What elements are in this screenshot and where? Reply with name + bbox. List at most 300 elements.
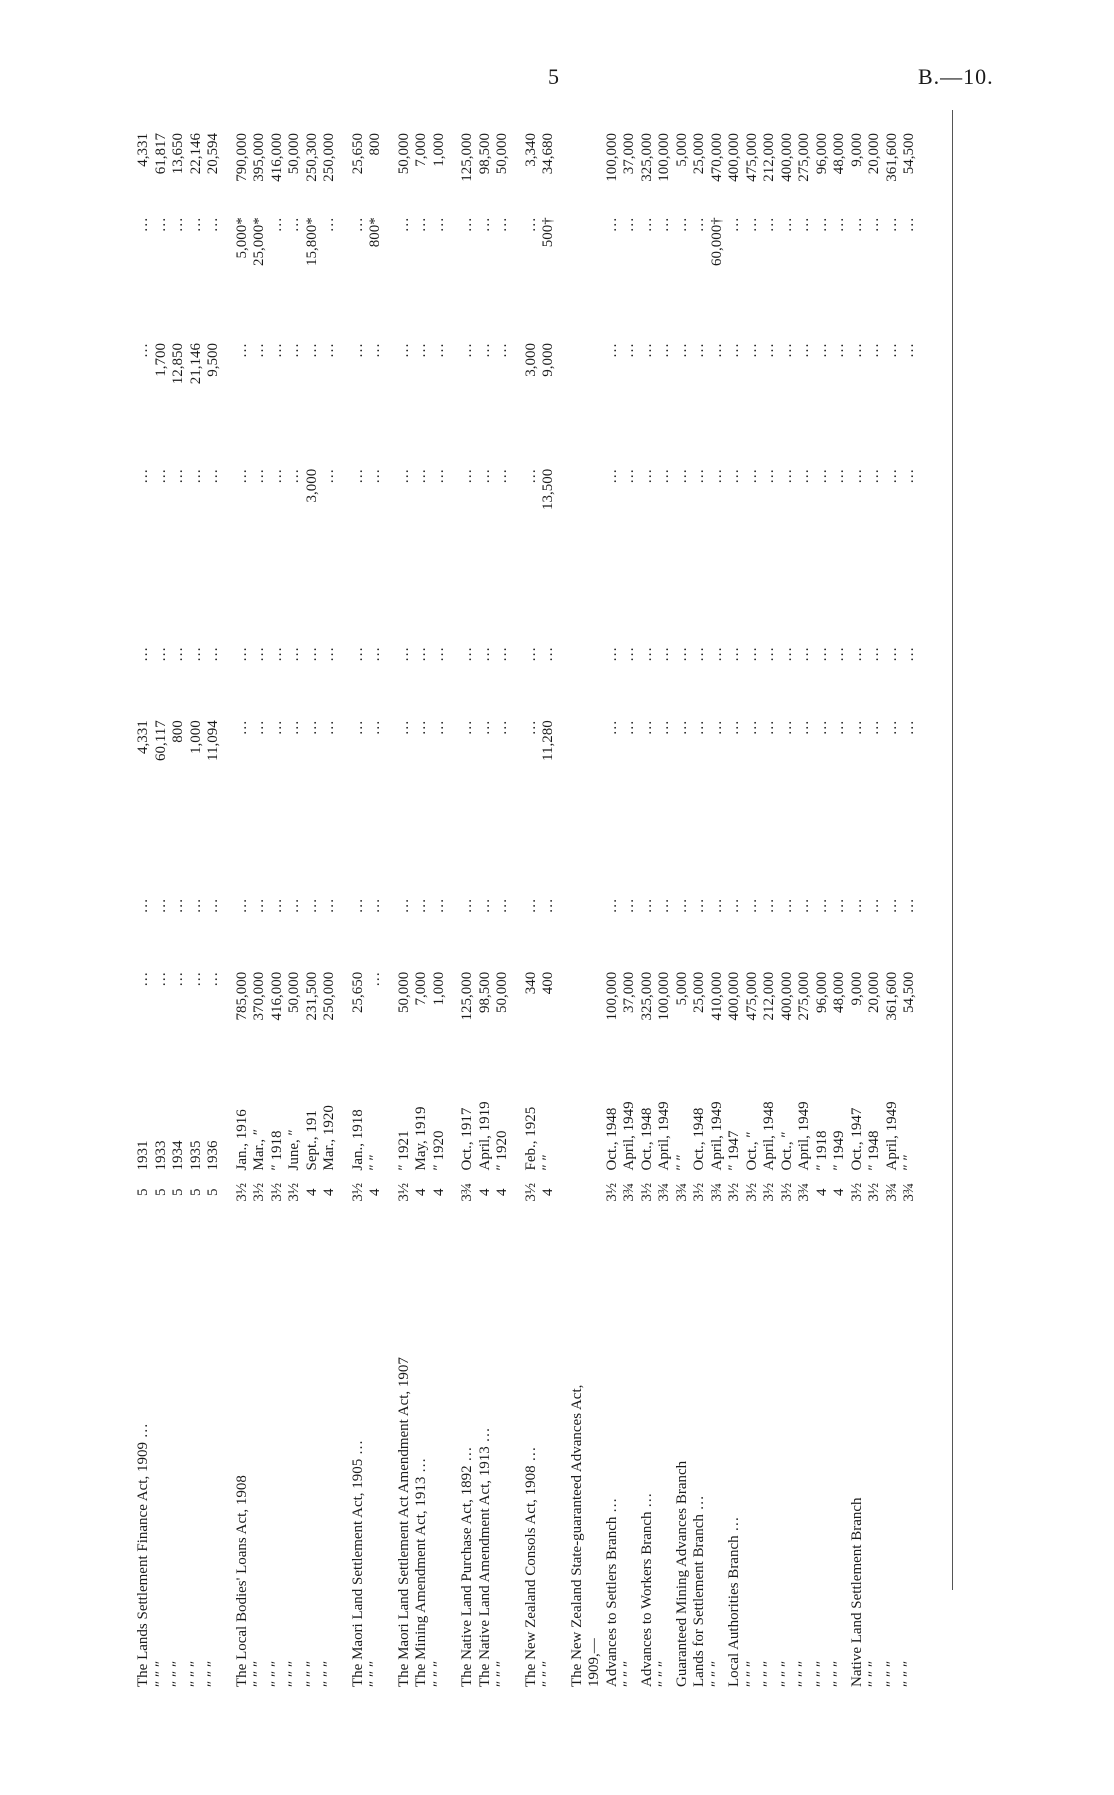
amount-col-5: … xyxy=(621,468,637,484)
amount-col-1: 475,000 xyxy=(743,971,760,1021)
amount-col-3: … xyxy=(691,720,707,736)
maturity-date: Oct., 1948 xyxy=(603,1107,620,1171)
interest-rate: 4 xyxy=(540,1188,556,1196)
table-row xyxy=(831,130,849,1690)
amount-col-3: … xyxy=(726,720,742,736)
amount-col-4: … xyxy=(187,646,204,662)
maturity-date: April, 1949 xyxy=(621,1101,637,1171)
interest-rate: 3½ xyxy=(286,1182,302,1202)
amount-col-6: … xyxy=(321,343,337,359)
interest-rate: 4 xyxy=(476,1188,493,1196)
amount-col-6: … xyxy=(743,343,760,359)
row-description: Lands for Settlement Branch … xyxy=(691,1495,707,1687)
row-total: 325,000 xyxy=(638,133,655,182)
amount-col-3: … xyxy=(268,720,285,736)
amount-col-5: … xyxy=(395,468,412,484)
row-description: 1909,— xyxy=(586,1638,602,1687)
amount-col-6: … xyxy=(883,343,900,359)
row-total: 125,000 xyxy=(459,133,475,182)
amount-col-7 xyxy=(569,214,587,340)
amount-col-2: … xyxy=(883,898,900,914)
amount-col-5: … xyxy=(726,468,742,484)
amount-col-5: … xyxy=(170,468,186,484)
maturity-date: Jan., 1918 xyxy=(349,1109,366,1171)
amount-col-2: … xyxy=(691,898,707,914)
amount-col-1: 340 xyxy=(522,971,539,995)
amount-col-4: … xyxy=(831,646,847,662)
amount-col-4: … xyxy=(796,646,812,662)
row-description: ″ ″ ″ xyxy=(883,1660,900,1687)
row-total: 416,000 xyxy=(268,133,285,182)
table-row xyxy=(796,130,814,1690)
amount-col-5: … xyxy=(476,468,493,484)
amount-col-1: 50,000 xyxy=(395,971,412,1014)
amount-col-1: 20,000 xyxy=(866,971,882,1014)
interest-rate: 3¾ xyxy=(796,1182,812,1202)
interest-rate: 5 xyxy=(135,1188,151,1196)
maturity-date: 1933 xyxy=(152,1140,169,1171)
amount-col-7: … xyxy=(476,217,493,233)
maturity-date: 1934 xyxy=(170,1140,186,1171)
amount-col-3: … xyxy=(251,720,267,736)
maturity-date xyxy=(586,1053,604,1174)
table-row xyxy=(188,130,206,1690)
amount-col-4: … xyxy=(459,646,475,662)
amount-col-1: 98,500 xyxy=(476,971,493,1014)
amount-col-4: … xyxy=(638,646,655,662)
amount-col-3: … xyxy=(796,720,812,736)
amount-col-5: … xyxy=(268,468,285,484)
amount-col-5: … xyxy=(205,468,221,484)
amount-col-1 xyxy=(569,969,587,1053)
row-description: ″ ″ ″ xyxy=(152,1660,169,1687)
amount-col-2: … xyxy=(813,898,830,914)
amount-col-5: … xyxy=(251,468,267,484)
amount-col-6: … xyxy=(233,343,250,359)
amount-col-5: … xyxy=(522,468,539,484)
amount-col-1: … xyxy=(205,971,221,987)
interest-rate: 5 xyxy=(170,1188,186,1196)
amount-col-4: … xyxy=(901,646,917,662)
interest-rate: 3½ xyxy=(251,1182,267,1202)
amount-col-1: 5,000 xyxy=(673,971,690,1006)
amount-col-1: … xyxy=(152,971,169,987)
amount-col-7: … xyxy=(205,217,221,233)
amount-col-3: … xyxy=(303,720,320,736)
row-description: The Mining Amendment Act, 1913 … xyxy=(413,1457,429,1687)
interest-rate: 3½ xyxy=(866,1182,882,1202)
amount-col-5: … xyxy=(673,468,690,484)
amount-col-1: 361,600 xyxy=(883,971,900,1021)
amount-col-2: … xyxy=(395,898,412,914)
amount-col-5: … xyxy=(691,468,707,484)
amount-col-1: … xyxy=(187,971,204,987)
table-row xyxy=(431,130,449,1690)
amount-col-2: … xyxy=(187,898,204,914)
amount-col-5 xyxy=(586,466,604,592)
table-row xyxy=(744,130,762,1690)
row-total: 22,146 xyxy=(187,133,204,175)
amount-col-7: … xyxy=(831,217,847,233)
maturity-date: 1935 xyxy=(187,1140,204,1171)
amount-col-2: … xyxy=(638,898,655,914)
amount-col-3 xyxy=(569,717,587,843)
amount-col-4: … xyxy=(395,646,412,662)
row-total: 100,000 xyxy=(656,133,672,182)
amount-col-5: … xyxy=(813,468,830,484)
row-description: ″ ″ ″ xyxy=(170,1660,186,1687)
row-description: ″ ″ ″ xyxy=(796,1660,812,1687)
amount-col-6: … xyxy=(430,343,447,359)
row-total: 470,000 xyxy=(708,133,725,182)
maturity-date: Feb., 1925 xyxy=(522,1106,539,1171)
amount-col-1: 9,000 xyxy=(848,971,865,1006)
amount-col-1: 370,000 xyxy=(251,971,267,1021)
amount-col-6: … xyxy=(494,343,510,359)
spacer-row xyxy=(448,130,459,1690)
amount-col-2: … xyxy=(726,898,742,914)
amount-col-4: … xyxy=(778,646,795,662)
amount-col-6: 9,000 xyxy=(540,343,556,377)
amount-col-3: … xyxy=(476,720,493,736)
amount-col-2: … xyxy=(233,898,250,914)
row-description: Advances to Workers Branch … xyxy=(638,1492,655,1687)
amount-col-7: 60,000† xyxy=(708,217,725,267)
amount-col-3: … xyxy=(778,720,795,736)
table-row xyxy=(413,130,431,1690)
amount-col-1: 275,000 xyxy=(796,971,812,1021)
row-description: ″ ″ ″ xyxy=(761,1660,777,1687)
amount-col-7: … xyxy=(413,217,429,233)
amount-col-3: … xyxy=(848,720,865,736)
row-total: 7,000 xyxy=(413,133,429,167)
row-total: 54,500 xyxy=(901,133,917,175)
amount-col-7: … xyxy=(656,217,672,233)
amount-col-4: … xyxy=(413,646,429,662)
amount-col-7: … xyxy=(187,217,204,233)
row-total: 212,000 xyxy=(761,133,777,182)
row-description: ″ ″ ″ xyxy=(303,1660,320,1687)
maturity-date: June, ″ xyxy=(286,1129,302,1171)
row-description: The Local Bodies' Loans Act, 1908 xyxy=(233,1475,250,1687)
amount-col-4 xyxy=(569,592,587,718)
interest-rate: 3½ xyxy=(233,1182,250,1202)
amount-col-6 xyxy=(569,340,587,466)
amount-col-3: … xyxy=(603,720,620,736)
row-total: 800 xyxy=(367,133,383,156)
row-description: Advances to Settlers Branch … xyxy=(603,1497,620,1687)
row-description: ″ ″ ″ xyxy=(251,1660,267,1687)
amount-col-1: 125,000 xyxy=(459,971,475,1021)
interest-rate: 3¾ xyxy=(901,1182,917,1202)
amount-col-5: … xyxy=(367,468,383,484)
table-row xyxy=(205,130,223,1690)
amount-col-1: 100,000 xyxy=(656,971,672,1021)
amount-col-6: … xyxy=(673,343,690,359)
maturity-date: April, 1919 xyxy=(476,1101,493,1171)
row-total: 100,000 xyxy=(603,133,620,182)
amount-col-3: … xyxy=(413,720,429,736)
amount-col-5: 13,500 xyxy=(540,468,556,511)
amount-col-7: … xyxy=(459,217,475,233)
maturity-date: Sept., 191 xyxy=(303,1110,320,1171)
table-row xyxy=(866,130,884,1690)
row-description: ″ ″ ″ xyxy=(187,1660,204,1687)
amount-col-1: 48,000 xyxy=(831,971,847,1014)
amount-col-1: 7,000 xyxy=(413,971,429,1006)
table-row xyxy=(709,130,727,1690)
amount-col-7: … xyxy=(522,217,539,233)
amount-col-2: … xyxy=(413,898,429,914)
row-description: ″ ″ ″ xyxy=(708,1660,725,1687)
amount-col-4: … xyxy=(540,646,556,662)
interest-rate: 3½ xyxy=(761,1182,777,1202)
amount-col-2: … xyxy=(901,898,917,914)
amount-col-4: … xyxy=(673,646,690,662)
amount-col-5: … xyxy=(831,468,847,484)
table-row xyxy=(639,130,657,1690)
amount-col-4: … xyxy=(367,646,383,662)
amount-col-6: … xyxy=(813,343,830,359)
maturity-date: ″ ″ xyxy=(367,1154,383,1171)
amount-col-4: … xyxy=(303,646,320,662)
amount-col-7: … xyxy=(152,217,169,233)
row-total xyxy=(569,130,587,214)
row-description: ″ ″ ″ xyxy=(778,1660,795,1687)
table-row xyxy=(674,130,692,1690)
table-row xyxy=(251,130,269,1690)
interest-rate: 3¾ xyxy=(459,1182,475,1202)
amount-col-3: … xyxy=(286,720,302,736)
maturity-date: Oct., ″ xyxy=(743,1131,760,1171)
amount-col-2: … xyxy=(268,898,285,914)
row-description: ″ ″ ″ xyxy=(205,1660,221,1687)
amount-col-5: … xyxy=(187,468,204,484)
interest-rate: 3½ xyxy=(268,1182,285,1202)
interest-rate: 4 xyxy=(813,1188,830,1196)
maturity-date: Mar., 1920 xyxy=(321,1105,337,1171)
interest-rate: 4 xyxy=(494,1188,510,1196)
amount-col-2: … xyxy=(430,898,447,914)
amount-col-6: … xyxy=(367,343,383,359)
row-description: ″ ″ ″ xyxy=(901,1660,917,1687)
amount-col-4: … xyxy=(621,646,637,662)
row-total: 250,300 xyxy=(303,133,320,182)
table-row xyxy=(459,130,477,1690)
amount-col-4: … xyxy=(205,646,221,662)
amount-col-2: … xyxy=(778,898,795,914)
amount-col-3: … xyxy=(831,720,847,736)
amount-col-7: … xyxy=(135,217,151,233)
maturity-date: Oct., ″ xyxy=(778,1131,795,1171)
row-total: 34,680 xyxy=(540,133,556,175)
table-row xyxy=(726,130,744,1690)
amount-col-2: … xyxy=(170,898,186,914)
amount-col-5: … xyxy=(901,468,917,484)
interest-rate: 4 xyxy=(831,1188,847,1196)
amount-col-5: … xyxy=(761,468,777,484)
amount-col-7: … xyxy=(778,217,795,233)
amount-col-3: … xyxy=(321,720,337,736)
amount-col-3: … xyxy=(883,720,900,736)
row-description: Local Authorities Branch … xyxy=(726,1516,742,1687)
row-description: ″ ″ ″ xyxy=(321,1660,337,1687)
amount-col-5: … xyxy=(413,468,429,484)
amount-col-6: 3,000 xyxy=(522,343,539,377)
amount-col-2: … xyxy=(848,898,865,914)
interest-rate: 3½ xyxy=(743,1182,760,1202)
row-total: 20,000 xyxy=(866,133,882,175)
amount-col-1: 25,000 xyxy=(691,971,707,1014)
row-total: 400,000 xyxy=(726,133,742,182)
row-description: ″ ″ ″ xyxy=(286,1660,302,1687)
amount-col-2: … xyxy=(152,898,169,914)
amount-col-5: … xyxy=(430,468,447,484)
row-total: 4,331 xyxy=(135,133,151,167)
maturity-date: ″ ″ xyxy=(540,1154,556,1171)
amount-col-6: 1,700 xyxy=(152,343,169,377)
maturity-date: Jan., 1916 xyxy=(233,1109,250,1171)
table-row xyxy=(477,130,495,1690)
amount-col-7: … xyxy=(603,217,620,233)
row-description: The Maori Land Settlement Act, 1905 … xyxy=(349,1439,366,1687)
row-description: ″ ″ ″ xyxy=(430,1660,447,1687)
amount-col-2: … xyxy=(494,898,510,914)
amount-col-1: 25,650 xyxy=(349,971,366,1014)
amount-col-5: … xyxy=(866,468,882,484)
amount-col-7: … xyxy=(321,217,337,233)
amount-col-5: … xyxy=(638,468,655,484)
amount-col-7: … xyxy=(883,217,900,233)
row-description: ″ ″ ″ xyxy=(268,1660,285,1687)
amount-col-3: … xyxy=(761,720,777,736)
amount-col-2: … xyxy=(831,898,847,914)
amount-col-1 xyxy=(586,969,604,1053)
amount-col-5 xyxy=(569,466,587,592)
table-row xyxy=(656,130,674,1690)
amount-col-2: … xyxy=(603,898,620,914)
interest-rate: 3½ xyxy=(778,1182,795,1202)
amount-col-2: … xyxy=(761,898,777,914)
maturity-date: Oct., 1917 xyxy=(459,1107,475,1171)
amount-col-4: … xyxy=(349,646,366,662)
row-total: 50,000 xyxy=(395,133,412,175)
amount-col-7: … xyxy=(170,217,186,233)
spacer-row xyxy=(339,130,350,1690)
row-total: 250,000 xyxy=(321,133,337,182)
amount-col-1: 785,000 xyxy=(233,971,250,1021)
amount-col-4: … xyxy=(603,646,620,662)
maturity-date: 1931 xyxy=(135,1140,151,1171)
row-total: 9,000 xyxy=(848,133,865,167)
interest-rate: 4 xyxy=(430,1188,447,1196)
amount-col-7: … xyxy=(726,217,742,233)
row-total: 96,000 xyxy=(813,133,830,175)
interest-rate: 4 xyxy=(413,1188,429,1196)
amount-col-2: … xyxy=(796,898,812,914)
table-row xyxy=(350,130,368,1690)
interest-rate: 3¾ xyxy=(673,1182,690,1202)
table-row xyxy=(269,130,287,1690)
document-code: B.—10. xyxy=(918,64,994,89)
amount-col-3: … xyxy=(638,720,655,736)
table-row xyxy=(540,130,558,1690)
rotated-table-page xyxy=(135,130,955,1690)
maturity-date: ″ 1920 xyxy=(494,1130,510,1171)
interest-rate xyxy=(569,1173,587,1210)
amount-col-1: 231,500 xyxy=(303,971,320,1021)
amount-col-7: … xyxy=(638,217,655,233)
amount-col-4: … xyxy=(656,646,672,662)
interest-rate: 4 xyxy=(367,1188,383,1196)
amount-col-3: 60,117 xyxy=(152,720,169,761)
amount-col-6: … xyxy=(395,343,412,359)
row-total: 475,000 xyxy=(743,133,760,182)
amount-col-7: … xyxy=(901,217,917,233)
amount-col-3: … xyxy=(367,720,383,736)
row-total: 3,340 xyxy=(522,133,539,167)
amount-col-2 xyxy=(569,843,587,969)
amount-col-7: … xyxy=(268,217,285,233)
table-row xyxy=(849,130,867,1690)
amount-col-6: … xyxy=(708,343,725,359)
amount-col-6: 12,850 xyxy=(170,343,186,385)
amount-col-5: … xyxy=(743,468,760,484)
row-total: 48,000 xyxy=(831,133,847,175)
amount-col-7: … xyxy=(691,217,707,233)
interest-rate: 3½ xyxy=(848,1182,865,1202)
amount-col-2: … xyxy=(303,898,320,914)
amount-col-3: … xyxy=(813,720,830,736)
maturity-date: 1936 xyxy=(205,1140,221,1171)
amount-col-4: … xyxy=(321,646,337,662)
row-description: ″ ″ ″ xyxy=(367,1660,383,1687)
table-row xyxy=(779,130,797,1690)
amount-col-6: … xyxy=(656,343,672,359)
table-row xyxy=(814,130,832,1690)
maturity-date: ″ 1920 xyxy=(430,1130,447,1171)
amount-col-6: … xyxy=(303,343,320,359)
interest-rate: 4 xyxy=(303,1188,320,1196)
amount-col-5: 3,000 xyxy=(303,468,320,503)
table-row xyxy=(494,130,512,1690)
amount-col-1: 410,000 xyxy=(708,971,725,1021)
amount-col-4: … xyxy=(883,646,900,662)
maturity-date: Oct., 1948 xyxy=(691,1107,707,1171)
amount-col-7 xyxy=(586,214,604,340)
amount-col-5: … xyxy=(708,468,725,484)
amount-col-7: 5,000* xyxy=(233,217,250,259)
amount-col-7: 25,000* xyxy=(251,217,267,267)
amount-col-7: … xyxy=(866,217,882,233)
maturity-date: ″ 1948 xyxy=(866,1130,882,1171)
amount-col-5: … xyxy=(135,468,151,484)
amount-col-3: … xyxy=(395,720,412,736)
amount-col-6: … xyxy=(459,343,475,359)
maturity-date: ″ 1921 xyxy=(395,1130,412,1171)
spacer-row xyxy=(558,130,569,1690)
amount-col-3: … xyxy=(743,720,760,736)
amount-col-4: … xyxy=(708,646,725,662)
row-total: 395,000 xyxy=(251,133,267,182)
row-description: ″ ″ ″ xyxy=(743,1660,760,1687)
maturity-date: ″ 1947 xyxy=(726,1130,742,1171)
amount-col-5: … xyxy=(321,468,337,484)
row-total: 50,000 xyxy=(286,133,302,175)
amount-col-2: … xyxy=(866,898,882,914)
amount-col-5: … xyxy=(848,468,865,484)
row-total: 37,000 xyxy=(621,133,637,175)
